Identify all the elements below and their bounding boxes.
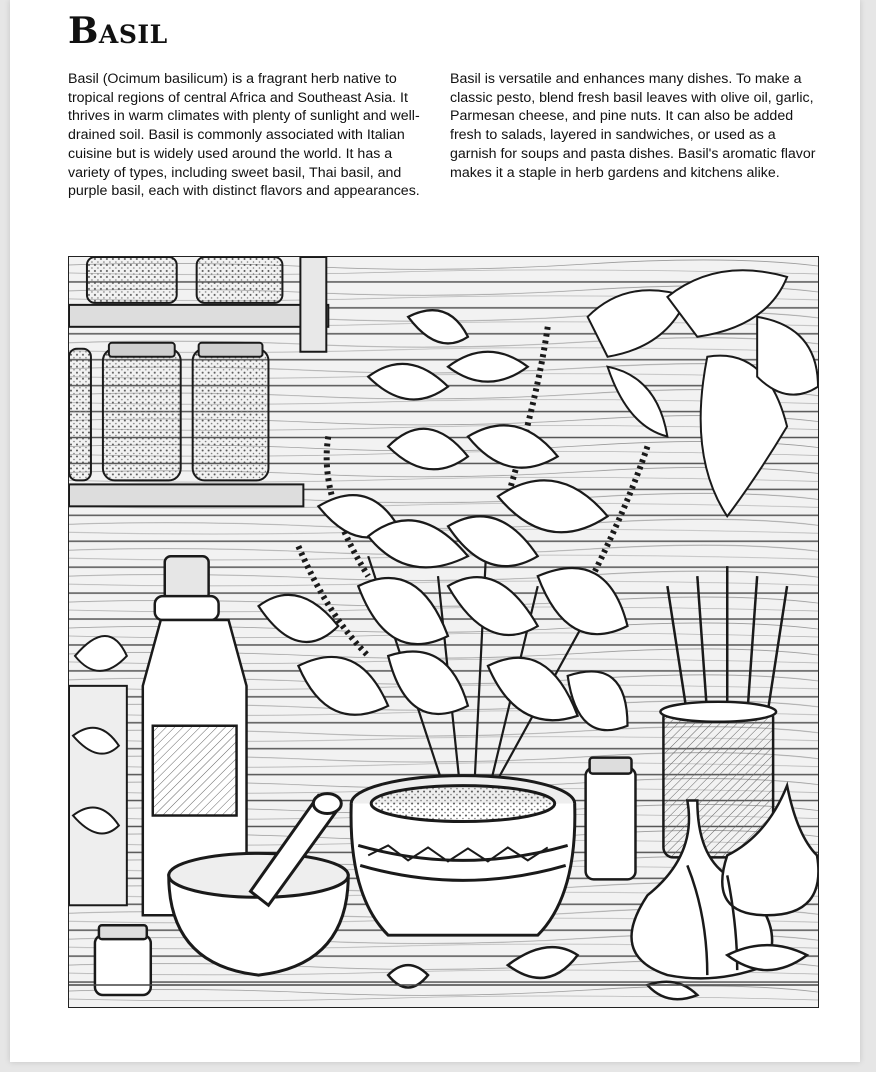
clay-pot bbox=[351, 776, 575, 936]
document-page bbox=[10, 0, 860, 1062]
basil-illustration bbox=[68, 256, 819, 1008]
basil-illustration-svg bbox=[69, 257, 818, 1007]
page-title: Basil bbox=[68, 10, 168, 52]
text-column-left bbox=[68, 70, 436, 201]
usage-paragraph: Basil is versatile and enhances many dishes. To make a classic pesto, blend fresh basil leaves with olive oil, garlic, Parmesan cheese, and pine nuts. It can also be added fresh to salads, layered in sandwiches, or used as a garnish for soups and pasta dishes. Basil's aromatic flavor makes it a staple in herb gardens and kitchens alike. bbox=[450, 71, 816, 181]
intro-paragraph: Basil (Ocimum basilicum) is a fragrant herb native to tropical regions of central Africa and Southeast Asia. It thrives in warm climates with plenty of sunlight and well-drained soil. Basil is commonly associated with Italian cuisine but is widely used around the world. It has a variety of types, including sweet basil, Thai basil, and purple basil, each with distinct flavors and appearances. bbox=[68, 71, 420, 200]
text-column-right bbox=[450, 70, 818, 182]
